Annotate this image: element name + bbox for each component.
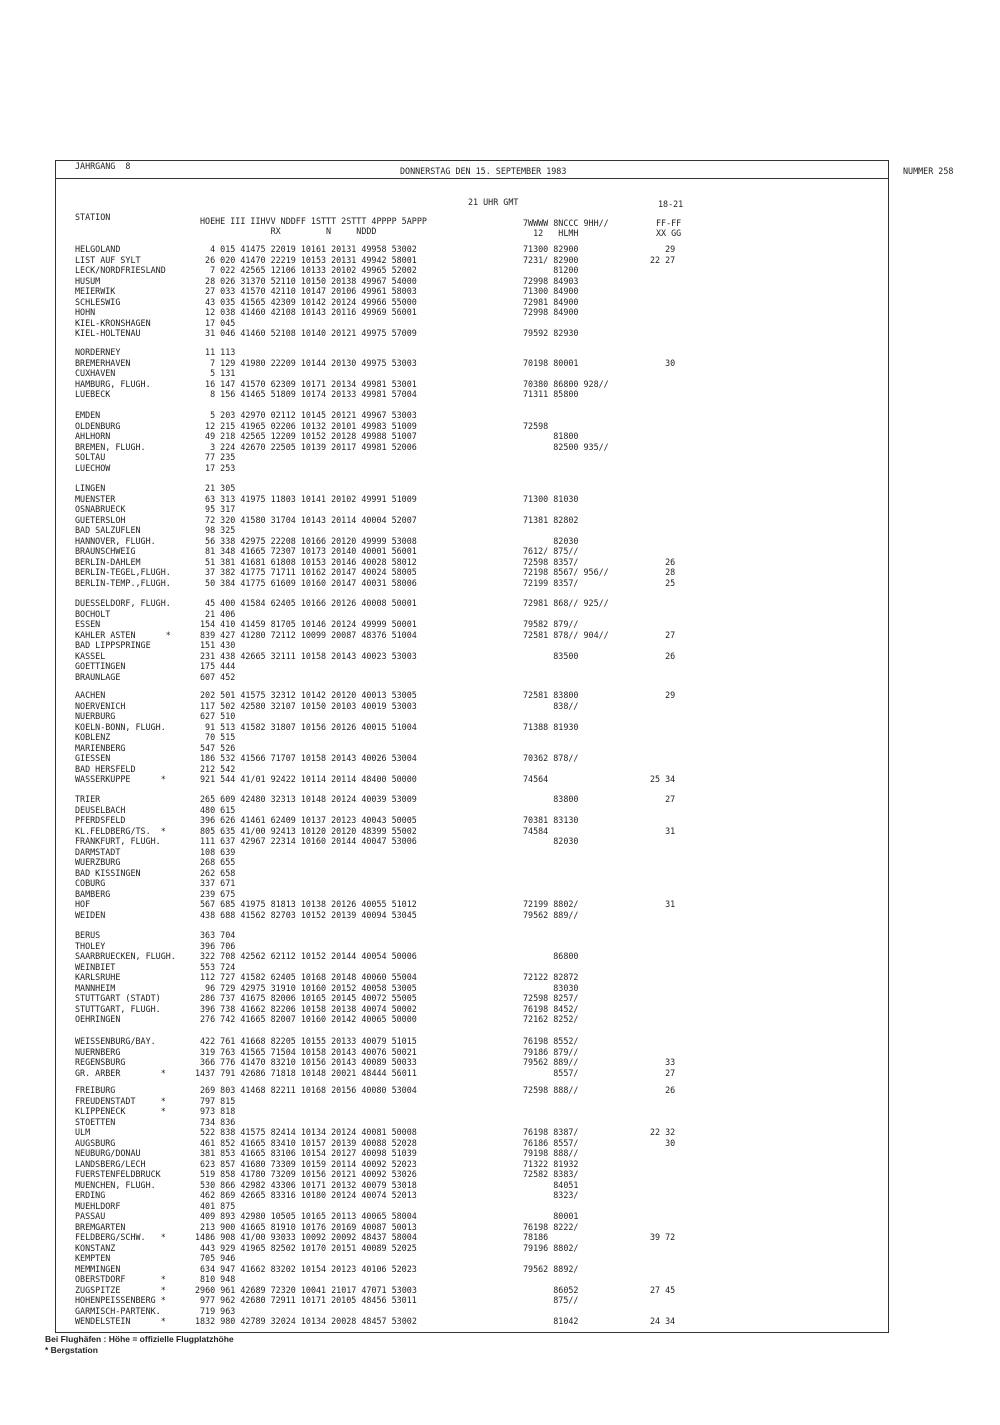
station-name: BERLIN-TEMP.,FLUGH. xyxy=(75,577,171,588)
observation-main: 108 639 xyxy=(200,846,236,857)
station-name: FELDBERG/SCHW. * xyxy=(75,1232,166,1242)
observation-extra: 70381 83130 xyxy=(523,815,579,825)
observation-extra: 72162 8252/ xyxy=(523,1014,579,1024)
station-name: AHLHORN xyxy=(75,431,111,441)
observation-main: 43 035 41565 42309 10142 20124 49966 55000 xyxy=(200,296,417,307)
station-name: BAMBERG xyxy=(75,888,111,899)
observation-main: 839 427 41280 72112 10099 20087 48376 51004 xyxy=(200,629,417,640)
observation-main: 12 038 41460 42108 10143 20116 49969 56001 xyxy=(200,307,417,317)
station-name: HUSUM xyxy=(75,275,101,286)
station-name: NOERVENICH xyxy=(75,700,126,711)
observation-extra: 86052 xyxy=(523,1284,579,1295)
station-header: STATION xyxy=(75,212,111,222)
header-rule xyxy=(55,178,889,179)
observation-extra: 72981 84900 xyxy=(523,296,579,307)
observation-main: 797 815 xyxy=(200,1095,236,1106)
station-name: KIEL-HOLTENAU xyxy=(75,328,141,338)
observation-main: 530 866 42982 43306 10171 20132 40079 53018 xyxy=(200,1179,417,1190)
observation-main: 322 708 42562 62112 10152 20144 40054 50006 xyxy=(200,951,417,961)
observation-main: 363 704 xyxy=(200,930,236,940)
observation-extra: 7612/ 875// xyxy=(523,546,579,556)
station-name: SOLTAU xyxy=(75,452,106,462)
observation-main: 213 900 41665 81910 10176 20169 40087 50013 xyxy=(200,1221,417,1232)
station-name: BRAUNLAGE xyxy=(75,671,121,682)
station-name: BOCHOLT xyxy=(75,608,111,619)
station-name: REGENSBURG xyxy=(75,1057,126,1067)
observation-main: 28 026 31370 52110 10150 20138 49967 54000 xyxy=(200,275,417,286)
station-name: PASSAU xyxy=(75,1211,106,1221)
observation-main: 921 544 41/01 92422 10114 20114 48400 50000 xyxy=(200,774,417,784)
station-name: ERDING xyxy=(75,1190,106,1200)
observation-extra: 76198 8452/ xyxy=(523,1003,579,1014)
observation-extra: 875// xyxy=(523,1295,579,1305)
station-name: NUERBURG xyxy=(75,711,116,721)
observation-main: 72 320 41580 31704 10143 20114 40004 52007 xyxy=(200,514,417,525)
observation-main: 91 513 41582 31807 10156 20126 40015 51004 xyxy=(200,721,417,732)
wind-gusts: 26 xyxy=(650,650,676,661)
station-name: KOBLENZ xyxy=(75,732,111,742)
observation-main: 1832 980 42789 32024 10134 20028 48457 53002 xyxy=(195,1316,417,1326)
observation-extra: 71300 82900 xyxy=(523,244,579,254)
observation-main: 438 688 41562 82703 10152 20139 40094 53045 xyxy=(200,909,417,920)
observation-main: 239 675 xyxy=(200,888,236,899)
observation-extra: 8557/ xyxy=(523,1067,579,1078)
observation-main: 50 384 41775 61609 10160 20147 40031 58006 xyxy=(200,577,417,588)
observation-main: 45 400 41584 62405 10166 20126 40008 50001 xyxy=(200,598,417,608)
observation-main: 547 526 xyxy=(200,742,236,753)
observation-extra: 72582 8383/ xyxy=(523,1169,579,1179)
wind-gusts: 27 xyxy=(650,1067,676,1078)
observation-extra: 81800 xyxy=(523,431,579,441)
right-columns-header: 7WWWW 8NCCC 9HH// xyxy=(523,218,609,228)
observation-main: 5 203 42970 02112 10145 20121 49967 53003 xyxy=(200,410,417,420)
station-name: GR. ARBER * xyxy=(75,1067,166,1078)
wind-gusts: 31 xyxy=(650,899,676,909)
wind-gusts: 30 xyxy=(650,357,676,368)
wind-gusts: 22 32 xyxy=(650,1127,676,1137)
station-name: KEMPTEN xyxy=(75,1253,111,1263)
observation-extra: 86800 xyxy=(523,951,579,961)
observation-main: 49 218 42565 12209 10152 20128 49988 51007 xyxy=(200,431,417,441)
station-name: LANDSBERG/LECH xyxy=(75,1158,146,1169)
observation-main: 319 763 41565 71504 10158 20143 40076 50021 xyxy=(200,1046,417,1057)
station-name: MANNHEIM xyxy=(75,982,116,993)
footer-note-airports: Bei Flughäfen : Höhe = offizielle Flugplatzhöhe xyxy=(45,1334,234,1344)
station-name: BERLIN-DAHLEM xyxy=(75,556,141,567)
station-name: WUERZBURG xyxy=(75,857,121,867)
observation-extra: 78186 xyxy=(523,1232,549,1242)
observation-main: 7 022 42565 12106 10133 20102 49965 52002 xyxy=(200,265,417,275)
observation-main: 268 655 xyxy=(200,857,236,867)
station-name: TRIER xyxy=(75,794,101,804)
station-name: HANNOVER, FLUGH. xyxy=(75,535,156,546)
observation-extra: 71300 84900 xyxy=(523,286,579,296)
station-name: NORDERNEY xyxy=(75,347,121,357)
observation-extra: 79562 889// xyxy=(523,909,579,920)
observation-main: 112 727 41582 62405 10168 20148 40060 55004 xyxy=(200,972,417,982)
observation-extra: 72581 83800 xyxy=(523,690,579,700)
observation-extra: 82030 xyxy=(523,836,579,846)
observation-main: 286 737 41675 82006 10165 20145 40072 55005 xyxy=(200,993,417,1003)
wind-gusts: 24 34 xyxy=(650,1316,676,1326)
observation-main: 26 020 41470 22219 10153 20131 49942 58001 xyxy=(200,254,417,265)
station-name: FREIBURG xyxy=(75,1085,116,1095)
period-label: 18-21 xyxy=(658,199,684,209)
observation-extra: 72998 84900 xyxy=(523,307,579,317)
observation-extra: 71300 81030 xyxy=(523,493,579,504)
observation-main: 231 438 42665 32111 10158 20143 40023 53003 xyxy=(200,650,417,661)
observation-main: 276 742 41665 82007 10160 20142 40065 50000 xyxy=(200,1014,417,1024)
observation-main: 805 635 41/00 92413 10120 20120 48399 55002 xyxy=(200,825,417,836)
observation-main: 409 893 42980 10505 10165 20113 40065 58004 xyxy=(200,1211,417,1221)
main-columns-subheader: RX N NDDD xyxy=(200,226,377,236)
observation-main: 553 724 xyxy=(200,961,236,972)
station-name: AACHEN xyxy=(75,690,106,700)
observation-main: 3 224 42670 22505 10139 20117 49981 52006 xyxy=(200,441,417,452)
station-name: KARLSRUHE xyxy=(75,972,121,982)
observation-main: 186 532 41566 71707 10158 20143 40026 53004 xyxy=(200,753,417,763)
station-name: STUTTGART, FLUGH. xyxy=(75,1003,161,1014)
station-name: WASSERKUPPE * xyxy=(75,774,166,784)
observation-extra: 72598 888// xyxy=(523,1085,579,1095)
station-name: GARMISCH-PARTENK. xyxy=(75,1305,161,1316)
observation-main: 21 305 xyxy=(200,483,236,493)
station-name: BAD LIPPSPRINGE xyxy=(75,640,151,650)
observation-main: 56 338 42975 22208 10166 20120 49999 53008 xyxy=(200,535,417,546)
station-name: BRAUNSCHWEIG xyxy=(75,546,136,556)
observation-extra: 83500 xyxy=(523,650,579,661)
observation-main: 81 348 41665 72307 10173 20140 40001 56001 xyxy=(200,546,417,556)
station-name: KONSTANZ xyxy=(75,1242,116,1253)
station-name: GIESSEN xyxy=(75,753,111,763)
observation-extra: 83800 xyxy=(523,794,579,804)
right-columns-subheader: 12 HLMH xyxy=(523,228,579,238)
wind-gusts: 22 27 xyxy=(650,254,676,265)
station-name: MEMMINGEN xyxy=(75,1263,121,1274)
observation-main: 11 113 xyxy=(200,347,236,357)
observation-extra: 70380 86800 928// xyxy=(523,378,609,389)
observation-main: 519 858 41780 73209 10156 20121 40092 53026 xyxy=(200,1169,417,1179)
observation-extra: 80001 xyxy=(523,1211,579,1221)
observation-main: 31 046 41460 52108 10140 20121 49975 57009 xyxy=(200,328,417,338)
observation-main: 422 761 41668 82205 10155 20133 40079 51015 xyxy=(200,1036,417,1046)
station-name: CUXHAVEN xyxy=(75,368,116,378)
observation-main: 810 948 xyxy=(200,1274,236,1284)
wind-gusts: 30 xyxy=(650,1137,676,1148)
observation-main: 16 147 41570 62309 10171 20134 49981 53001 xyxy=(200,378,417,389)
station-name: HELGOLAND xyxy=(75,244,121,254)
observation-extra: 72598 xyxy=(523,420,549,431)
station-name: COBURG xyxy=(75,878,106,888)
jahrgang-label: JAHRGANG 8 xyxy=(75,161,131,171)
station-name: DARMSTADT xyxy=(75,846,121,857)
observation-main: 77 235 xyxy=(200,452,236,462)
observation-main: 21 406 xyxy=(200,608,236,619)
station-name: SAARBRUECKEN, FLUGH. xyxy=(75,951,176,961)
observation-main: 175 444 xyxy=(200,661,236,671)
observation-extra: 71311 85800 xyxy=(523,389,579,399)
observation-main: 98 325 xyxy=(200,525,236,535)
observation-main: 95 317 xyxy=(200,504,236,514)
observation-main: 63 313 41975 11803 10141 20102 49991 51009 xyxy=(200,493,417,504)
station-name: OBERSTDORF * xyxy=(75,1274,166,1284)
observation-main: 269 803 41468 82211 10168 20156 40080 53004 xyxy=(200,1085,417,1095)
observation-extra: 76198 8387/ xyxy=(523,1127,579,1137)
station-name: STUTTGART (STADT) xyxy=(75,993,161,1003)
observation-main: 734 836 xyxy=(200,1116,236,1127)
station-name: HAMBURG, FLUGH. xyxy=(75,378,151,389)
wind-gusts: 25 xyxy=(650,577,676,588)
observation-main: 12 215 41965 02206 10132 20101 49983 51009 xyxy=(200,420,417,431)
observation-main: 634 947 41662 83202 10154 20123 40106 52023 xyxy=(200,1263,417,1274)
observation-main: 623 857 41680 73309 10159 20114 40092 52023 xyxy=(200,1158,417,1169)
ff-subheader: XX GG xyxy=(656,228,682,238)
observation-extra: 79562 889// xyxy=(523,1057,579,1067)
station-name: MUEHLDORF xyxy=(75,1200,121,1211)
observation-main: 462 869 42665 83316 10180 20124 40074 52013 xyxy=(200,1190,417,1200)
station-name: GOETTINGEN xyxy=(75,661,126,671)
observation-main: 396 738 41662 82206 10158 20138 40074 50002 xyxy=(200,1003,417,1014)
station-name: BERLIN-TEGEL,FLUGH. xyxy=(75,567,171,577)
observation-main: 1486 908 41/00 93033 10092 20092 48437 58004 xyxy=(195,1232,417,1242)
observation-extra: 79186 879// xyxy=(523,1046,579,1057)
observation-extra: 74584 xyxy=(523,825,549,836)
observation-main: 381 853 41665 83106 10154 20127 40098 51039 xyxy=(200,1148,417,1158)
observation-extra: 72598 8357/ xyxy=(523,556,579,567)
wind-gusts: 39 72 xyxy=(650,1232,676,1242)
observation-extra: 72598 8257/ xyxy=(523,993,579,1003)
observation-main: 973 818 xyxy=(200,1106,236,1116)
station-name: BAD KISSINGEN xyxy=(75,867,141,878)
station-name: PFERDSFELD xyxy=(75,815,126,825)
wind-gusts: 26 xyxy=(650,556,676,567)
station-name: NUERNBERG xyxy=(75,1046,121,1057)
observation-main: 461 852 41665 83410 10157 20139 40088 52028 xyxy=(200,1137,417,1148)
observation-main: 8 156 41465 51809 10174 20133 49981 57004 xyxy=(200,389,417,399)
station-name: BREMERHAVEN xyxy=(75,357,131,368)
station-name: HOF xyxy=(75,899,91,909)
observation-main: 265 609 42480 32313 10148 20124 40039 53009 xyxy=(200,794,417,804)
wind-gusts: 26 xyxy=(650,1085,676,1095)
station-name: KLIPPENECK * xyxy=(75,1106,166,1116)
station-name: SCHLESWIG xyxy=(75,296,121,307)
date-label: DONNERSTAG DEN 15. SEPTEMBER 1983 xyxy=(400,166,567,176)
observation-extra: 72199 8357/ xyxy=(523,577,579,588)
station-name: WEISSENBURG/BAY. xyxy=(75,1036,156,1046)
observation-main: 96 729 42975 31910 10160 20152 40058 53005 xyxy=(200,982,417,993)
observation-extra: 79196 8802/ xyxy=(523,1242,579,1253)
observation-extra: 79582 879// xyxy=(523,619,579,629)
station-name: LUEBECK xyxy=(75,389,111,399)
station-name: ZUGSPITZE * xyxy=(75,1284,166,1295)
observation-extra: 8323/ xyxy=(523,1190,579,1200)
wind-gusts: 27 45 xyxy=(650,1284,676,1295)
station-name: BREMEN, FLUGH. xyxy=(75,441,146,452)
observation-extra: 838// xyxy=(523,700,579,711)
observation-main: 17 045 xyxy=(200,317,236,328)
station-name: AUGSBURG xyxy=(75,1137,116,1148)
station-name: OSNABRUECK xyxy=(75,504,126,514)
observation-main: 262 658 xyxy=(200,867,236,878)
time-label: 21 UHR GMT xyxy=(468,197,519,207)
observation-main: 212 542 xyxy=(200,763,236,774)
observation-extra: 70198 80001 xyxy=(523,357,579,368)
observation-main: 2960 961 42689 72320 10041 21017 47071 53003 xyxy=(195,1284,417,1295)
observation-extra: 72122 82872 xyxy=(523,972,579,982)
observation-extra: 71381 82802 xyxy=(523,514,579,525)
wind-gusts: 31 xyxy=(650,825,676,836)
observation-extra: 76186 8557/ xyxy=(523,1137,579,1148)
observation-main: 154 410 41459 81705 10146 20124 49999 50001 xyxy=(200,619,417,629)
observation-main: 7 129 41980 22209 10144 20130 49975 53003 xyxy=(200,357,417,368)
station-name: EMDEN xyxy=(75,410,101,420)
station-name: LECK/NORDFRIESLAND xyxy=(75,265,166,275)
observation-main: 396 626 41461 62409 10137 20123 40043 50005 xyxy=(200,815,417,825)
station-name: DEUSELBACH xyxy=(75,804,126,815)
observation-main: 17 253 xyxy=(200,462,236,473)
station-name: GUETERSLOH xyxy=(75,514,126,525)
station-name: WEINBIET xyxy=(75,961,116,972)
observation-extra: 72581 878// 904// xyxy=(523,629,609,640)
observation-main: 719 963 xyxy=(200,1305,236,1316)
station-name: NEUBURG/DONAU xyxy=(75,1148,141,1158)
observation-extra: 82030 xyxy=(523,535,579,546)
station-name: KL.FELDBERG/TS. * xyxy=(75,825,166,836)
nummer-label: NUMMER 258 xyxy=(903,166,954,176)
station-name: LINGEN xyxy=(75,483,106,493)
wind-gusts: 27 xyxy=(650,629,676,640)
station-name: STOETTEN xyxy=(75,1116,116,1127)
observation-extra: 83030 xyxy=(523,982,579,993)
observation-main: 37 382 41775 71711 10162 20147 40024 58005 xyxy=(200,567,417,577)
station-name: OEHRINGEN xyxy=(75,1014,121,1024)
station-name: KIEL-KRONSHAGEN xyxy=(75,317,151,328)
station-name: MUENCHEN, FLUGH. xyxy=(75,1179,156,1190)
observation-extra: 72198 8567/ 956// xyxy=(523,567,609,577)
ff-header: FF-FF xyxy=(656,218,682,228)
observation-main: 396 706 xyxy=(200,940,236,951)
station-name: BERUS xyxy=(75,930,101,940)
observation-extra: 84051 xyxy=(523,1179,579,1190)
wind-gusts: 29 xyxy=(650,244,676,254)
station-name: MEIERWIK xyxy=(75,286,116,296)
station-name: WENDELSTEIN * xyxy=(75,1316,166,1326)
observation-main: 151 430 xyxy=(200,640,236,650)
observation-extra: 74564 xyxy=(523,774,549,784)
observation-extra: 71322 81932 xyxy=(523,1158,579,1169)
observation-extra: 79198 888// xyxy=(523,1148,579,1158)
main-columns-header: HOEHE III IIHVV NDDFF 1STTT 2STTT 4PPPP 5APPP xyxy=(200,216,427,226)
observation-main: 1437 791 42686 71818 10148 20021 48444 56011 xyxy=(195,1067,417,1078)
station-name: ULM xyxy=(75,1127,91,1137)
station-name: FUERSTENFELDBRUCK xyxy=(75,1169,161,1179)
observation-main: 443 929 41965 82502 10170 20151 40089 52025 xyxy=(200,1242,417,1253)
wind-gusts: 25 34 xyxy=(650,774,676,784)
observation-main: 401 875 xyxy=(200,1200,236,1211)
station-name: DUESSELDORF, FLUGH. xyxy=(75,598,171,608)
station-name: ESSEN xyxy=(75,619,101,629)
observation-main: 522 838 41575 82414 10134 20124 40081 50008 xyxy=(200,1127,417,1137)
station-name: KASSEL xyxy=(75,650,106,661)
observation-main: 627 510 xyxy=(200,711,236,721)
observation-main: 705 946 xyxy=(200,1253,236,1263)
observation-extra: 79562 8892/ xyxy=(523,1263,579,1274)
observation-main: 27 033 41570 42110 10147 20106 49961 58003 xyxy=(200,286,417,296)
observation-extra: 82500 935// xyxy=(523,441,609,452)
observation-extra: 7231/ 82900 xyxy=(523,254,579,265)
observation-main: 480 615 xyxy=(200,804,236,815)
observation-extra: 76198 8552/ xyxy=(523,1036,579,1046)
station-name: OLDENBURG xyxy=(75,420,121,431)
observation-main: 337 671 xyxy=(200,878,236,888)
observation-main: 70 515 xyxy=(200,732,236,742)
observation-main: 977 962 42680 72911 10171 20105 48456 53011 xyxy=(200,1295,417,1305)
observation-main: 366 776 41470 83210 10156 20143 40089 50033 xyxy=(200,1057,417,1067)
observation-extra: 72199 8802/ xyxy=(523,899,579,909)
observation-main: 51 381 41681 61808 10153 20146 40028 58012 xyxy=(200,556,417,567)
observation-extra: 71388 81930 xyxy=(523,721,579,732)
wind-gusts: 29 xyxy=(650,690,676,700)
station-name: MARIENBERG xyxy=(75,742,126,753)
station-name: KOELN-BONN, FLUGH. xyxy=(75,721,166,732)
station-name: THOLEY xyxy=(75,940,106,951)
wind-gusts: 27 xyxy=(650,794,676,804)
station-name: BAD HERSFELD xyxy=(75,763,136,774)
observation-main: 202 501 41575 32312 10142 20120 40013 53005 xyxy=(200,690,417,700)
observation-extra: 72981 868// 925// xyxy=(523,598,609,608)
station-name: WEIDEN xyxy=(75,909,106,920)
station-name: BREMGARTEN xyxy=(75,1221,126,1232)
observation-extra: 72998 84903 xyxy=(523,275,579,286)
observation-extra: 81042 xyxy=(523,1316,579,1326)
station-name: LIST AUF SYLT xyxy=(75,254,141,265)
station-name: HOHN xyxy=(75,307,96,317)
wind-gusts: 28 xyxy=(650,567,676,577)
observation-main: 5 131 xyxy=(200,368,236,378)
observation-main: 117 502 42580 32107 10150 20103 40019 53003 xyxy=(200,700,417,711)
observation-main: 111 637 42967 22314 10160 20144 40047 53006 xyxy=(200,836,417,846)
station-name: LUECHOW xyxy=(75,462,111,473)
station-name: FREUDENSTADT * xyxy=(75,1095,166,1106)
observation-extra: 79592 82930 xyxy=(523,328,579,338)
station-name: KAHLER ASTEN * xyxy=(75,629,171,640)
observation-main: 567 685 41975 81813 10138 20126 40055 51012 xyxy=(200,899,417,909)
station-name: FRANKFURT, FLUGH. xyxy=(75,836,161,846)
footer-note-mountain: * Bergstation xyxy=(45,1345,98,1355)
station-name: MUENSTER xyxy=(75,493,116,504)
observation-extra: 81200 xyxy=(523,265,579,275)
table-frame xyxy=(55,160,889,1333)
observation-main: 4 015 41475 22019 10161 20131 49958 53002 xyxy=(200,244,417,254)
wind-gusts: 33 xyxy=(650,1057,676,1067)
station-name: HOHENPEISSENBERG * xyxy=(75,1295,166,1305)
observation-main: 607 452 xyxy=(200,671,236,682)
observation-extra: 70362 878// xyxy=(523,753,579,763)
observation-extra: 76198 8222/ xyxy=(523,1221,579,1232)
station-name: BAD SALZUFLEN xyxy=(75,525,141,535)
